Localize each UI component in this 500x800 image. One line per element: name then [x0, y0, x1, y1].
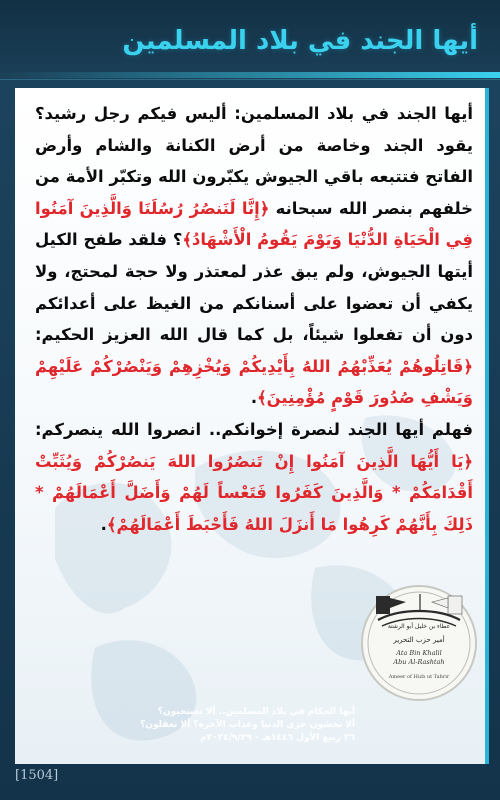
quran-verse-2: ﴿قَاتِلُوهُمْ يُعَذِّبْهُمُ اللهُ بِأَيْدِيكُمْ وَيُخْزِهِمْ وَيَنْصُرْكُمْ عَلَيْهِمْ وَيَشْفِ صُدُورَ قَوْمٍ مُؤْمِنِينَ﴾ — [35, 356, 473, 408]
paragraph-1-continuation: ؟ فلقد طفح الكيل أيتها الجيوش، ولم يبق عذر لمعتذر ولا حجة لمحتج، ولا يكفي أن تعضوا على أسنانكم من الغيظ على أعدائكم دون أن تفعلوا شيئاً، بل كما قال الله العزيز الحكيم: — [35, 230, 473, 345]
footer-line-2: ألا تخشون خزي الدنيا وعذاب الآخرة؟ ألا تعقلون؟ — [140, 720, 355, 730]
quran-verse-1: ﴿إِنَّا لَنَنصُرُ رُسُلَنَا وَالَّذِينَ آمَنُوا فِي الْحَيَاةِ الدُّنْيَا وَيَوْمَ يَقُومُ الْأَشْهَادُ﴾ — [35, 198, 473, 250]
paragraph-2-text: فهلم أيها الجند لنصرة إخوانكم.. انصروا الله ينصركم: — [35, 419, 473, 439]
paragraph-1-text: أيها الجند في بلاد المسلمين: أليس فيكم رجل رشيد؟ يقود الجند وخاصة من أرض الكنانة والشام وأرض الفاتح فتتبعه باقي الجيوش يكبّرون الله وتكبّر الأمة من خلفهم بنصر الله سبحانه — [35, 104, 473, 218]
header-accent-line — [0, 72, 500, 78]
footer-notes — [110, 706, 355, 745]
paragraph-1-end: . — [250, 388, 258, 408]
footer-line-1: أيها الحكام في بلاد المسلمين.. ألا تستحيون؟ — [157, 707, 355, 717]
seal-latin-name: Ata Bin Khalil — [396, 649, 442, 657]
seal-latin-title: Ameer of Hizb ut Tahrir — [388, 674, 450, 680]
seal-arabic-title: أمير حزب التحرير — [393, 636, 445, 644]
seal-arabic-name: عطاء بن خليل أبو الرشتة — [387, 623, 451, 630]
quran-verse-3: ﴿يَا أَيُّهَا الَّذِينَ آمَنُوا إِنْ تَنصُرُوا اللهَ يَنصُرْكُمْ وَيُثَبِّتْ أَقْدَامَكُمْ * وَالَّذِينَ كَفَرُوا فَتَعْساً لَهُمْ وَأَضَلَّ أَعْمَالَهُمْ * ذَلِكَ بِأَنَّهُمْ كَرِهُوا مَا أَنزَلَ اللهُ فَأَحْبَطَ أَعْمَالَهُمْ﴾ — [35, 451, 473, 534]
article-body — [35, 98, 473, 540]
ameer-seal-logo — [360, 584, 478, 702]
paragraph-2-end: . — [100, 514, 107, 534]
seal-latin-name-2: Abu Al-Rashtah — [393, 658, 445, 666]
issue-number: [1504] — [15, 768, 59, 783]
header-bar — [0, 0, 500, 80]
page-title: أيها الجند في بلاد المسلمين — [122, 26, 478, 56]
footer-date: ٢٦ ربيع الأول ١٤٤٦هـ - ٢٠٢٤/٩/٢٩م — [200, 733, 355, 743]
